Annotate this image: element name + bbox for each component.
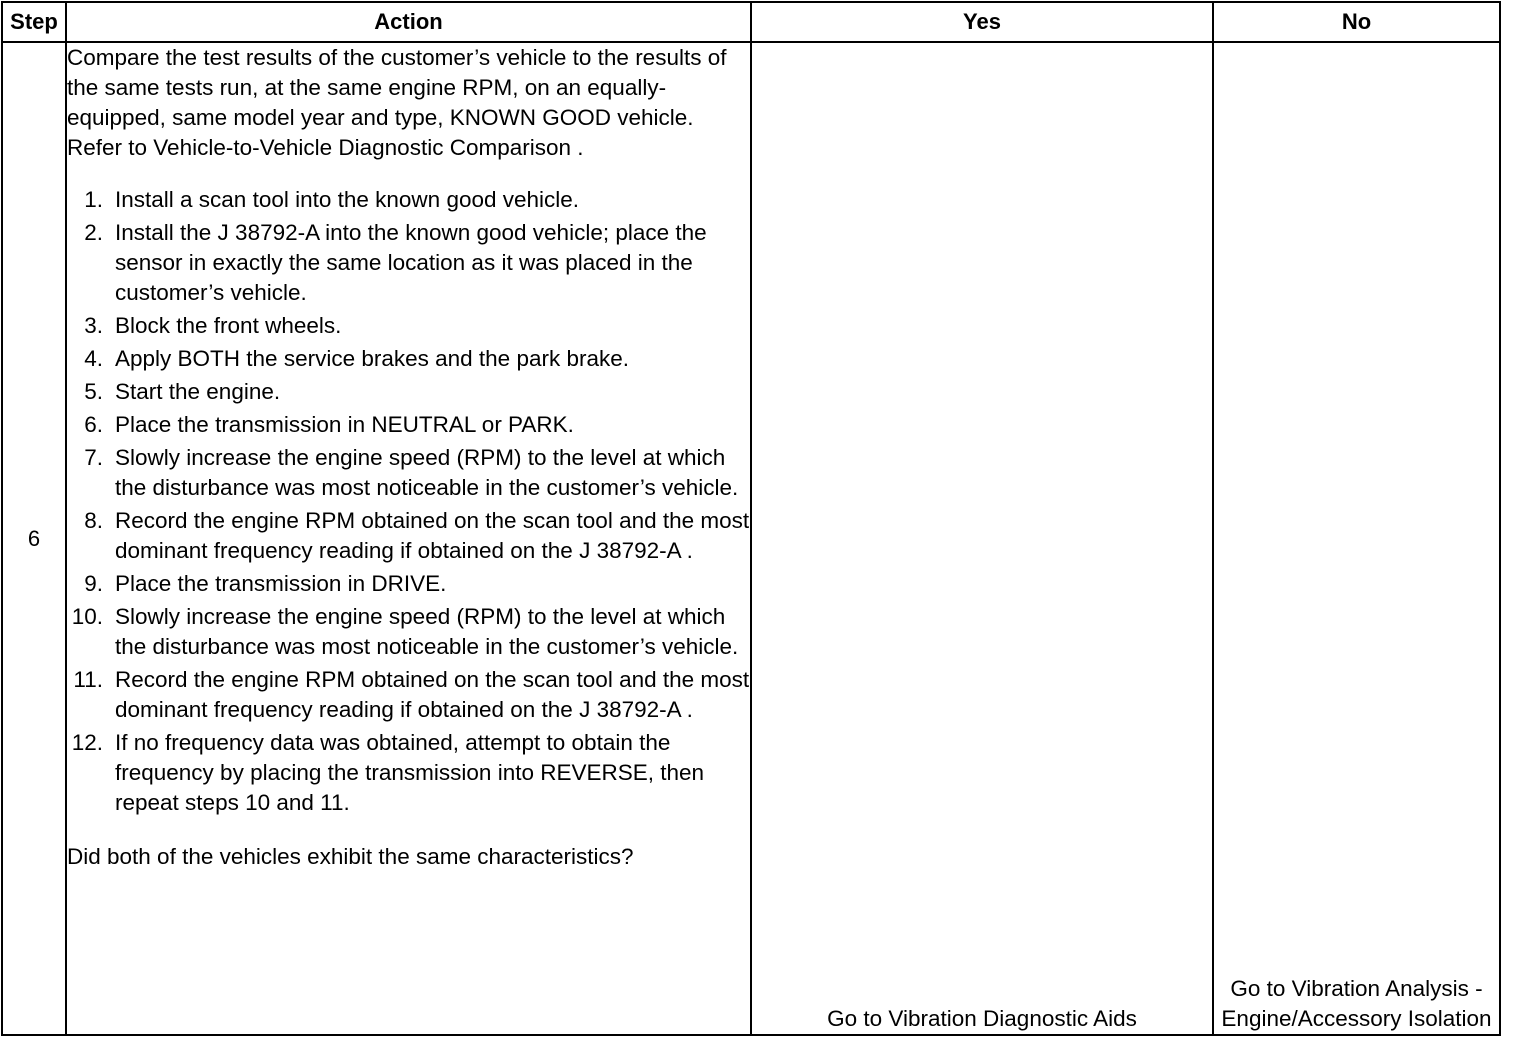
list-item — [67, 311, 750, 341]
step-text: Place the transmission in NEUTRAL or PARK. — [115, 412, 574, 437]
table-row — [2, 42, 1500, 1035]
step-text: Slowly increase the engine speed (RPM) to the level at which the disturbance was most noticeable in the customer’s vehicle. — [115, 445, 739, 500]
step-text: Record the engine RPM obtained on the scan tool and the most dominant frequency reading if obtained on the J 38792-A . — [115, 508, 750, 563]
step-index: 2. — [84, 220, 103, 245]
header-yes: Yes — [751, 2, 1213, 42]
list-item — [67, 569, 750, 599]
step-index: 3. — [84, 313, 103, 338]
step-index: 4. — [84, 346, 103, 371]
diagnostic-table — [1, 1, 1501, 1036]
step-text: Install the J 38792-A into the known good vehicle; place the sensor in exactly the same location as it was placed in the customer’s vehicle. — [115, 220, 707, 305]
list-item — [67, 728, 750, 818]
header-action: Action — [66, 2, 751, 42]
procedure-steps — [67, 185, 750, 818]
step-index: 10. — [71, 604, 103, 629]
list-item — [67, 665, 750, 725]
header-step: Step — [2, 2, 66, 42]
step-index: 11. — [73, 667, 103, 692]
action-intro — [67, 43, 750, 163]
step-index: 12. — [71, 730, 103, 755]
list-item — [67, 218, 750, 308]
header-row — [2, 2, 1500, 42]
list-item — [67, 602, 750, 662]
yes-result-text: Go to Vibration Diagnostic Aids — [827, 1006, 1137, 1031]
list-item — [67, 377, 750, 407]
action-intro-text: Compare the test results of the customer’s vehicle to the results of the same tests run, at the same engine RPM, on an equally-equipped, same model year and type, KNOWN GOOD vehicle. Refer to Vehicle-to-Vehicle Diagnostic Comparison . — [67, 45, 727, 160]
list-item — [67, 410, 750, 440]
no-result-text: Go to Vibration Analysis - Engine/Accessory Isolation — [1221, 976, 1492, 1031]
yes-result — [751, 42, 1213, 1035]
action-cell — [66, 42, 751, 1035]
step-index: 8. — [84, 508, 103, 533]
step-text: Start the engine. — [115, 379, 281, 404]
step-index: 6. — [84, 412, 103, 437]
step-text: If no frequency data was obtained, attempt to obtain the frequency by placing the transmission into REVERSE, then repeat steps 10 and 11. — [115, 730, 705, 815]
step-text: Apply BOTH the service brakes and the park brake. — [115, 346, 629, 371]
step-index: 1. — [84, 187, 103, 212]
action-question: Did both of the vehicles exhibit the same characteristics? — [67, 844, 634, 869]
step-index: 9. — [84, 571, 103, 596]
list-item — [67, 506, 750, 566]
step-text: Place the transmission in DRIVE. — [115, 571, 447, 596]
header-no: No — [1213, 2, 1500, 42]
step-index: 7. — [84, 445, 103, 470]
list-item — [67, 443, 750, 503]
list-item — [67, 344, 750, 374]
step-index: 5. — [84, 379, 103, 404]
step-number: 6 — [2, 42, 66, 1035]
step-text: Slowly increase the engine speed (RPM) to the level at which the disturbance was most noticeable in the customer’s vehicle. — [115, 604, 739, 659]
step-text: Install a scan tool into the known good vehicle. — [115, 187, 580, 212]
list-item — [67, 185, 750, 215]
step-text: Record the engine RPM obtained on the scan tool and the most dominant frequency reading if obtained on the J 38792-A . — [115, 667, 750, 722]
no-result — [1213, 42, 1500, 1035]
step-text: Block the front wheels. — [115, 313, 342, 338]
